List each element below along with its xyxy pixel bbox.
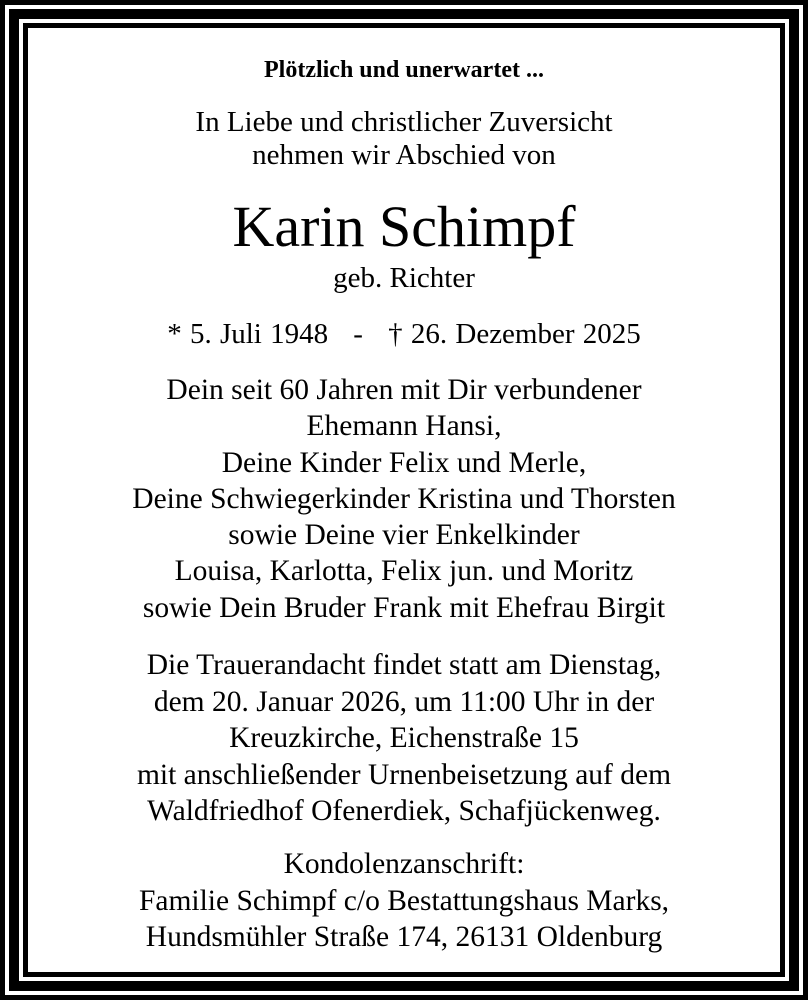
family-line: Deine Kinder Felix und Merle, — [221, 446, 587, 479]
deceased-name-text: Karin Schimpf — [232, 194, 576, 259]
obituary-notice — [28, 28, 780, 972]
maiden-name-text: geb. Richter — [333, 262, 475, 294]
intro-line: In Liebe und christlicher Zuversicht — [195, 106, 613, 138]
funeral-service-info — [28, 647, 780, 830]
birth-date: * 5. Juli 1948 — [167, 318, 329, 350]
maiden-name — [28, 261, 780, 295]
family-mourners — [28, 372, 780, 626]
service-line: Waldfriedhof Ofenerdiek, Schafjückenweg. — [147, 795, 661, 827]
intro-line: nehmen wir Abschied von — [252, 139, 556, 171]
family-line: Dein seit 60 Jahren mit Dir verbundener — [166, 374, 642, 406]
address-line: Hundsmühler Straße 174, 26131 Oldenburg — [145, 921, 663, 953]
service-line: mit anschließender Urnenbeisetzung auf dem — [136, 758, 672, 791]
family-line: Deine Schwiegerkinder Kristina und Thorsten — [132, 482, 676, 515]
service-line: Die Trauerandacht findet statt am Dienstag, — [146, 649, 662, 681]
family-line: Ehemann Hansi, — [306, 410, 502, 443]
service-line: Kreuzkirche, Eichenstraße 15 — [229, 722, 579, 754]
death-date: † 26. Dezember 2025 — [388, 318, 641, 350]
family-line: sowie Dein Bruder Frank mit Ehefrau Birgit — [142, 591, 666, 624]
family-line: Louisa, Karlotta, Felix jun. und Moritz — [174, 555, 634, 588]
notice-heading — [28, 55, 780, 85]
condolence-address — [28, 846, 780, 956]
service-line: dem 20. Januar 2026, um 11:00 Uhr in der — [153, 685, 655, 718]
heading-text: Plötzlich und unerwartet ... — [264, 57, 544, 83]
deceased-name — [28, 195, 780, 259]
life-dates — [28, 316, 780, 352]
address-line: Familie Schimpf c/o Bestattungshaus Marks, — [138, 884, 670, 917]
intro-text — [28, 106, 780, 172]
condolence-label: Kondolenzanschrift: — [283, 848, 525, 880]
date-separator: - — [353, 318, 363, 350]
family-line: sowie Deine vier Enkelkinder — [228, 519, 580, 552]
